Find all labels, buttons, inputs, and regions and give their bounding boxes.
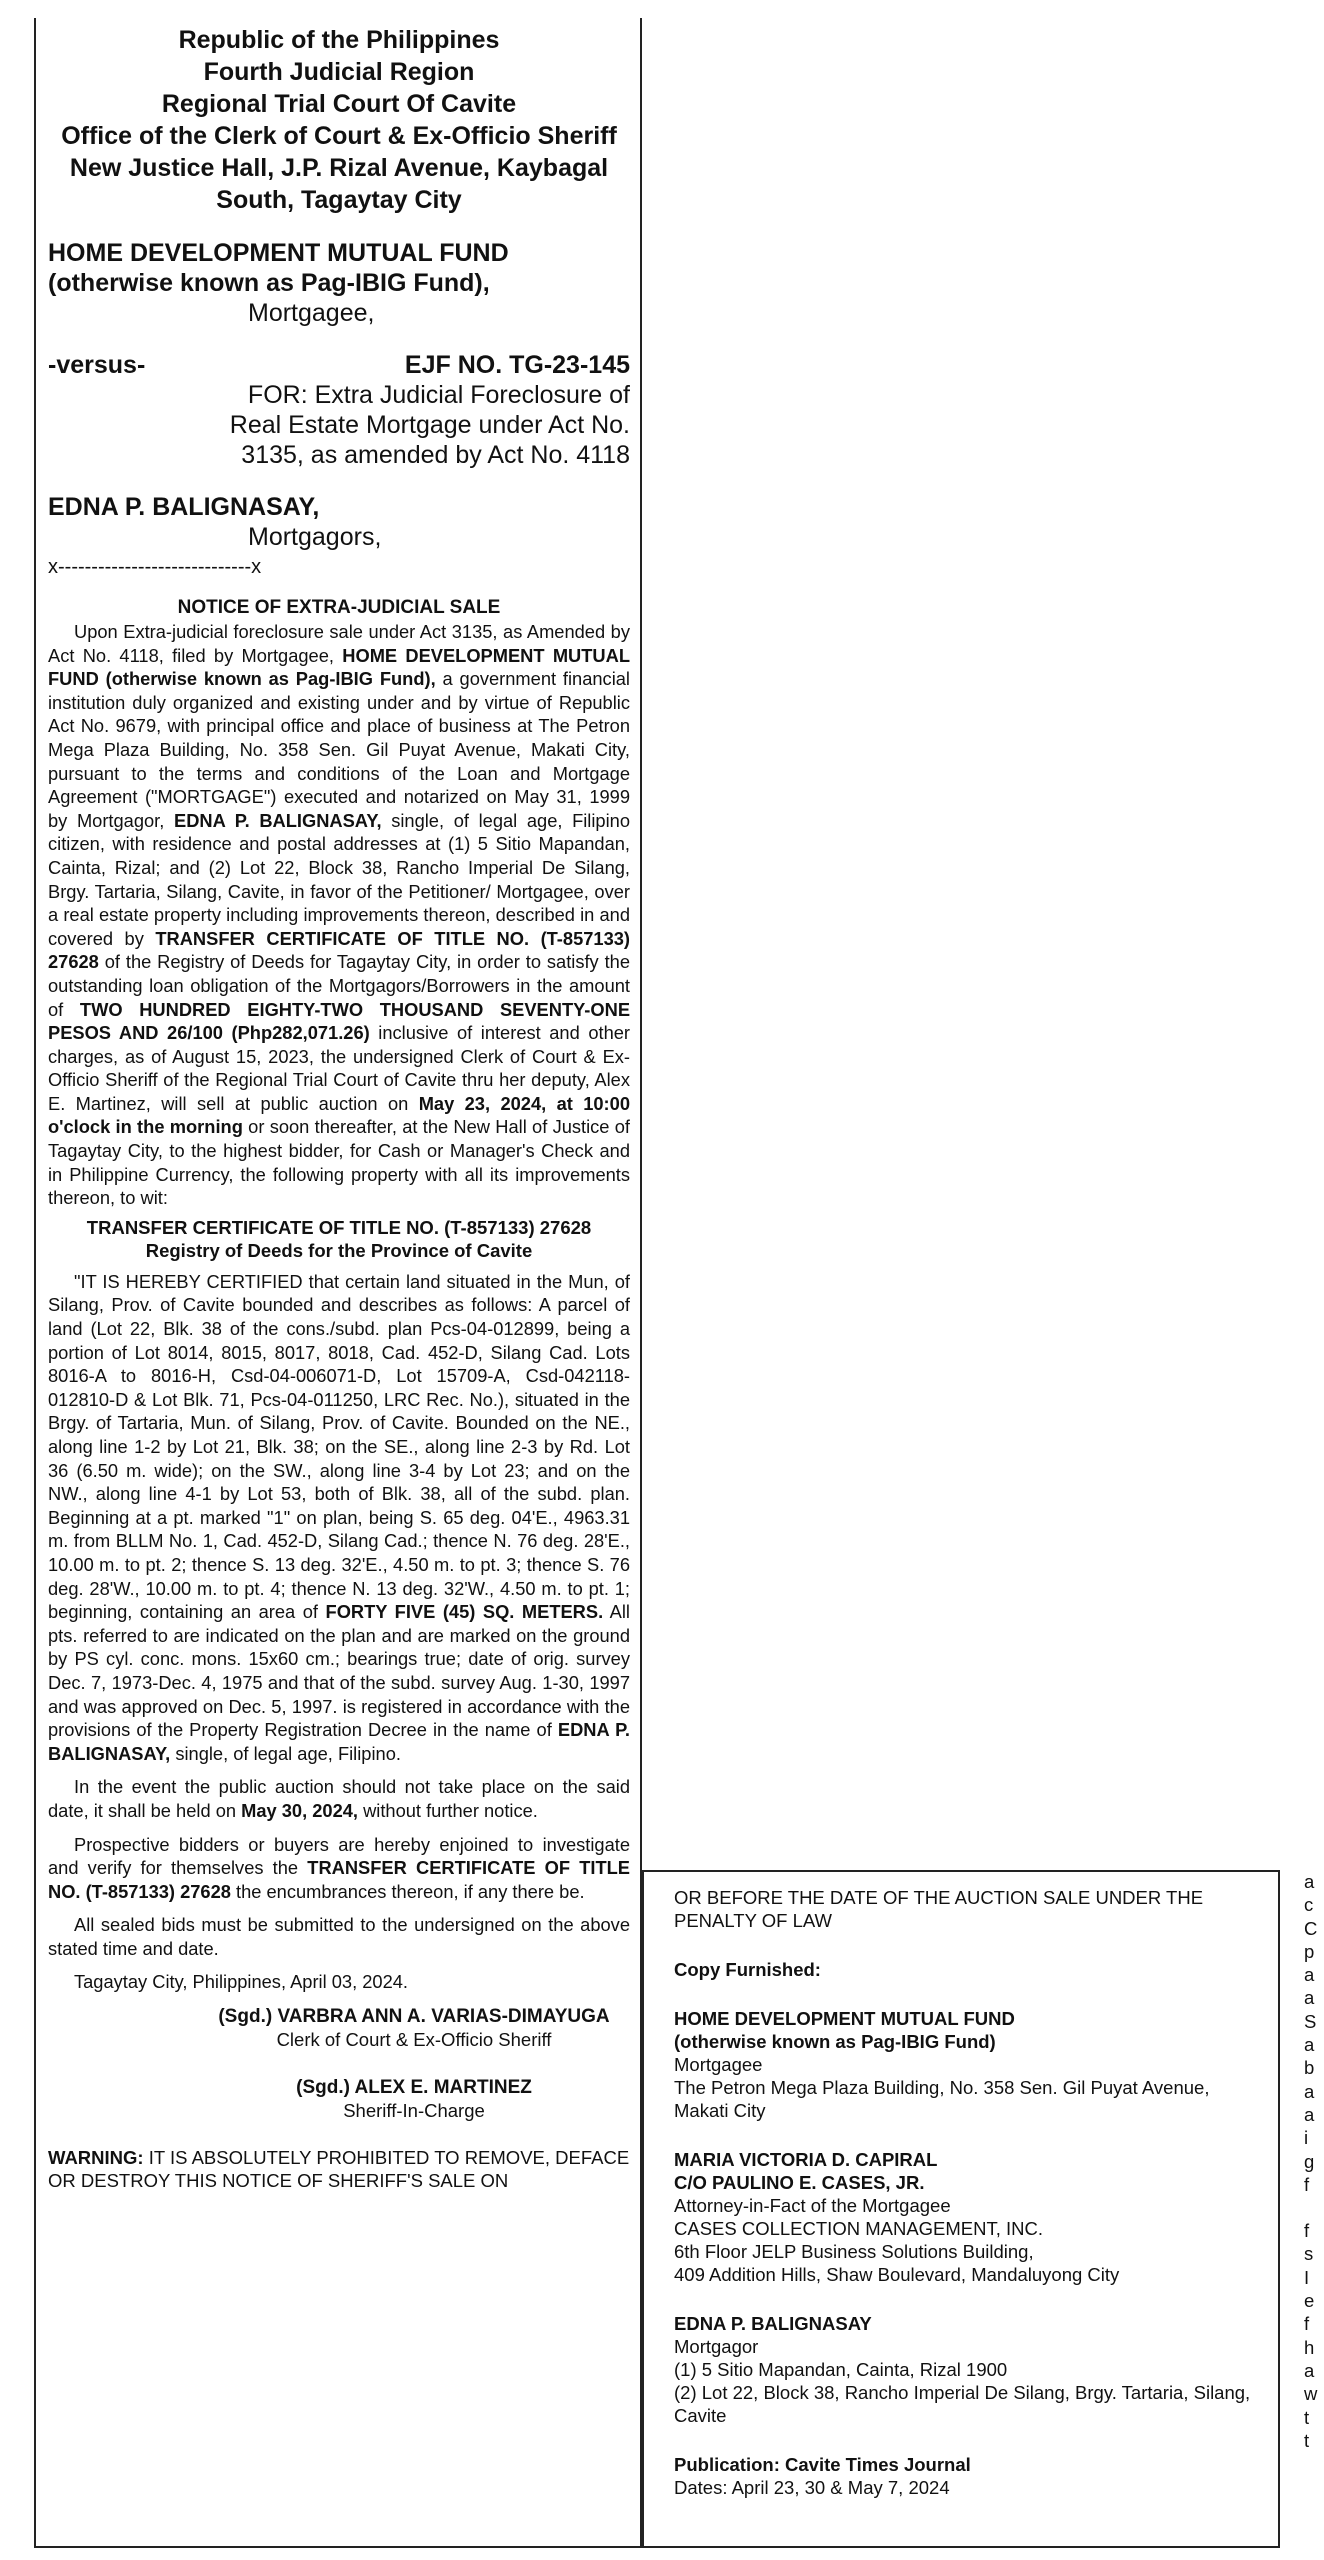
defendant-role: Mortgagors, [248,523,382,551]
tct-heading [48,1216,630,1262]
recipient-mortgagor [674,2312,1266,2427]
loan-amount: TWO HUNDRED EIGHTY-TWO THOUSAND SEVENTY-ONE PESOS AND 26/100 (Php282,071.26) [48,998,631,1044]
signature-clerk [48,2004,630,2051]
copy-furnished-label: Copy Furnished: [674,1959,821,1980]
recipient-address: 409 Addition Hills, Shaw Boulevard, Mandaluyong City [674,2264,1120,2285]
signature-sheriff [48,2075,630,2122]
plaintiff-line: HOME DEVELOPMENT MUTUAL FUND [48,239,509,267]
clipped-text: g [1304,2150,1315,2172]
recipient-name: MARIA VICTORIA D. CAPIRAL [674,2149,938,2170]
sheriff-name: (Sgd.) ALEX E. MARTINEZ [296,2077,532,2099]
text: In the event the public auction should not take place on the said date, it shall be held on [48,1776,630,1821]
recipient-name: C/O PAULINO E. CASES, JR. [674,2172,925,2193]
continued-column [642,1870,1280,2548]
text: of the Registry of Deeds for Tagaytay City, in order to satisfy the outstanding loan obligation of the Mortgagors/Borrowers in the amount of [48,951,630,1020]
text: Upon Extra-judicial foreclosure sale under Act 3135, as Amended by Act No. 4118, filed by Mortgagee, [48,621,630,666]
mortgagee-name: HOME DEVELOPMENT MUTUAL FUND (otherwise known as Pag-IBIG Fund), [48,644,630,690]
notice-paragraph-1 [48,620,630,1210]
auction-date: May 23, 2024, at 10:00 o'clock in the morning [48,1092,630,1138]
text: inclusive of interest and other charges, as of August 15, 2023, the undersigned Clerk of Court & Ex-Officio Sheriff of the Regional Trial Court of Cavite thru her deputy, Alex E. Martinez, will sell at public auction on [48,1022,630,1114]
recipient-name: HOME DEVELOPMENT MUTUAL FUND [674,2008,1015,2029]
text: without further notice. [358,1799,538,1821]
publication-info [674,2453,1266,2499]
recipient-mortgagee [674,2007,1266,2122]
title-number: TRANSFER CERTIFICATE OF TITLE NO. (T-857133) 27628 [48,927,630,973]
recipient-address: The Petron Mega Plaza Building, No. 358 Sen. Gil Puyat Avenue, Makati City [674,2077,1210,2121]
case-for: FOR: Extra Judicial Foreclosure of Real Estate Mortgage under Act No. 3135, as amended by Act No. 4118 [229,381,630,469]
recipient-org: CASES COLLECTION MANAGEMENT, INC. [674,2218,1044,2239]
header-line: Fourth Judicial Region [203,58,475,86]
recipient-role: Mortgagor [674,2336,759,2357]
clipped-text: a [1304,2080,1315,2102]
versus-label: -versus- [48,351,146,379]
notice-paragraph-5: All sealed bids must be submitted to the undersigned on the above stated time and date. [48,1914,630,1959]
next-column-clipped [1304,1870,1324,2452]
clipped-text: h [1304,2336,1315,2358]
spacer [1304,2196,1324,2219]
text: Prospective bidders or buyers are hereby enjoined to investigate and verify for themselves the [48,1833,630,1879]
notice-paragraph-3 [48,1775,630,1822]
header-line: Regional Trial Court Of Cavite [161,90,517,118]
area: FORTY FIVE (45) SQ. METERS. [325,1601,604,1623]
recipient-attorney [674,2148,1266,2286]
clipped-text: f [1304,2220,1310,2242]
clipped-text: S [1304,2010,1317,2032]
text: the encumbrances thereon, if any there be. [230,1880,585,1902]
plaintiff-line: (otherwise known as Pag-IBIG Fund), [48,269,490,297]
clipped-text: a [1304,1987,1315,2009]
text: IT IS ABSOLUTELY PROHIBITED TO REMOVE, DEFACE OR DESTROY THIS NOTICE OF SHERIFF'S SALE ON [48,2147,630,2192]
clipped-text: w [1304,2383,1318,2405]
clipped-text: b [1304,2057,1315,2079]
header-line: New Justice Hall, J.P. Rizal Avenue, Kaybagal South, Tagaytay City [69,154,609,214]
versus-row [48,350,630,380]
warning-text [48,2146,630,2192]
notice-date: Tagaytay City, Philippines, April 03, 2024. [74,1971,408,1993]
tct-line: Registry of Deeds for the Province of Cavite [145,1239,533,1261]
separator-line: x-----------------------------x [48,556,262,578]
warning-label: WARNING: [48,2147,144,2169]
alt-date: May 30, 2024, [241,1799,358,1821]
clipped-text: C [1304,1917,1318,1939]
text: All pts. referred to are indicated on the plan and are marked on the ground by PS cyl. conc. mons. 15x60 cm.; bearings true; date of orig. survey Dec. 7, 1973-Dec. 4, 1975 and that of the subd. survey Aug. 1-30, 1997 and was approved on Dec. 5, 1997. is registered in accordance with the provisions of the Property Registration Decree in the name of [48,1601,630,1741]
recipient-address: (1) 5 Sitio Mapandan, Cainta, Rizal 1900 [674,2359,1008,2380]
clipped-text: i [1304,2127,1309,2149]
owner-name: EDNA P. BALIGNASAY, [48,1719,630,1764]
clipped-text: a [1304,2359,1315,2381]
recipient-role: Mortgagee [674,2054,763,2075]
header-line: Republic of the Philippines [178,26,500,54]
clipped-text: t [1304,2406,1310,2428]
notice-paragraph-4 [48,1833,630,1904]
clipped-text: e [1304,2290,1315,2312]
publication-dates: Dates: April 23, 30 & May 7, 2024 [674,2477,950,2498]
text: single, of legal age, Filipino. [170,1742,401,1764]
recipient-address: 6th Floor JELP Business Solutions Building, [674,2241,1034,2262]
plaintiff-name [48,238,630,298]
tct-line: TRANSFER CERTIFICATE OF TITLE NO. (T-857133) 27628 [86,1216,592,1238]
clipped-text: t [1304,2429,1310,2451]
court-header [48,24,630,216]
clipped-text: I [1304,2266,1310,2288]
warning-continued: OR BEFORE THE DATE OF THE AUCTION SALE UNDER THE PENALTY OF LAW [674,1887,1204,1931]
recipient-name: (otherwise known as Pag-IBIG Fund) [674,2031,996,2052]
property-description [48,1270,630,1765]
notice-title: NOTICE OF EXTRA-JUDICIAL SALE [177,597,501,618]
defendant-name: EDNA P. BALIGNASAY, [48,493,320,521]
text: or soon thereafter, at the New Hall of Justice of Tagaytay City, to the highest bidder, for Cash or Manager's Check and in Philippine Currency, the following property with all its improvements thereon, to wit: [48,1116,630,1209]
sheriff-title: Sheriff-In-Charge [343,2100,485,2122]
clipped-text: a [1304,2103,1315,2125]
clipped-text: a [1304,1871,1315,1892]
header-line: Office of the Clerk of Court & Ex-Officio Sheriff [61,122,617,150]
clipped-text: c [1304,1894,1314,1916]
mortgagor-name: EDNA P. BALIGNASAY, [174,809,382,831]
clipped-text: f [1304,2313,1310,2335]
clipped-text: a [1304,2034,1315,2056]
clerk-title: Clerk of Court & Ex-Officio Sheriff [276,2029,552,2051]
clipped-text: s [1304,2243,1314,2265]
notice-column [34,18,642,2548]
title-number: TRANSFER CERTIFICATE OF TITLE NO. (T-857133) 27628 [48,1857,630,1902]
case-number: EJF NO. TG-23-145 [404,351,630,379]
publication-label: Publication: Cavite Times Journal [674,2454,971,2475]
plaintiff-role: Mortgagee, [248,299,375,327]
text: single, of legal age, Filipino citizen, with residence and postal addresses at (1) 5 Sitio Mapandan, Cainta, Rizal; and (2) Lot 22, Block 38, Rancho Imperial De Silang, Brgy. Tartaria, Silang, Cavite, in favor of the Petitioner/ Mortgagee, over a real estate property including improvements thereon, described in and covered by [48,809,630,949]
text: a government financial institution duly organized and existing under and by virtue of Republic Act No. 9679, with principal office and place of business at The Petron Mega Plaza Building, No. 358 Sen. Gil Puyat Avenue, Makati City, pursuant to the terms and conditions of the Loan and Mortgage Agreement ("MORTGAGE") executed and notarized on May 31, 1999 by Mortgagor, [48,668,630,831]
recipient-name: EDNA P. BALIGNASAY [674,2313,872,2334]
clerk-name: (Sgd.) VARBRA ANN A. VARIAS-DIMAYUGA [218,2006,610,2028]
clipped-text: p [1304,1940,1315,1962]
recipient-address: (2) Lot 22, Block 38, Rancho Imperial De Silang, Brgy. Tartaria, Silang, Cavite [674,2382,1251,2426]
text: "IT IS HEREBY CERTIFIED that certain land situated in the Mun, of Silang, Prov. of Cavite bounded and describes as follows: A parcel of land (Lot 22, Blk. 38 of the cons./subd. plan Pcs-04-012899, being a portion of Lot 8014, 8015, 8017, 8018, Cad. 452-D, Silang Cad. Lots 8016-A to 8016-H, Csd-04-006071-D, Lot 15709-A, Csd-042118-012810-D & Lot Blk. 71, Pcs-04-011250, LRC Rec. No.), situated in the Brgy. of Tartaria, Mun. of Silang, Prov. of Cavite. Bounded on the NE., along line 1-2 by Lot 21, Blk. 38; on the SE., along line 2-3 by Rd. Lot 36 (6.50 m. wide); on the SW., along line 3-4 by Lot 23; and on the NW., along line 4-1 by Lot 53, both of Blk. 38, all of the subd. plan. Beginning at a pt. marked "1" on plan, being S. 65 deg. 04'E., 4963.31 m. from BLLM No. 1, Cad. 452-D, Silang Cad.; thence N. 76 deg. 28'E., 10.00 m. to pt. 2; thence S. 13 deg. 32'E., 4.50 m. to pt. 3; thence S. 76 deg. 28'W., 10.00 m. to pt. 4; thence N. 13 deg. 32'W., 4.50 m. to pt. 1; beginning, containing an area of [48,1270,630,1623]
recipient-role: Attorney-in-Fact of the Mortgagee [674,2195,951,2216]
clipped-text: a [1304,1964,1315,1986]
clipped-text: f [1304,2173,1310,2195]
